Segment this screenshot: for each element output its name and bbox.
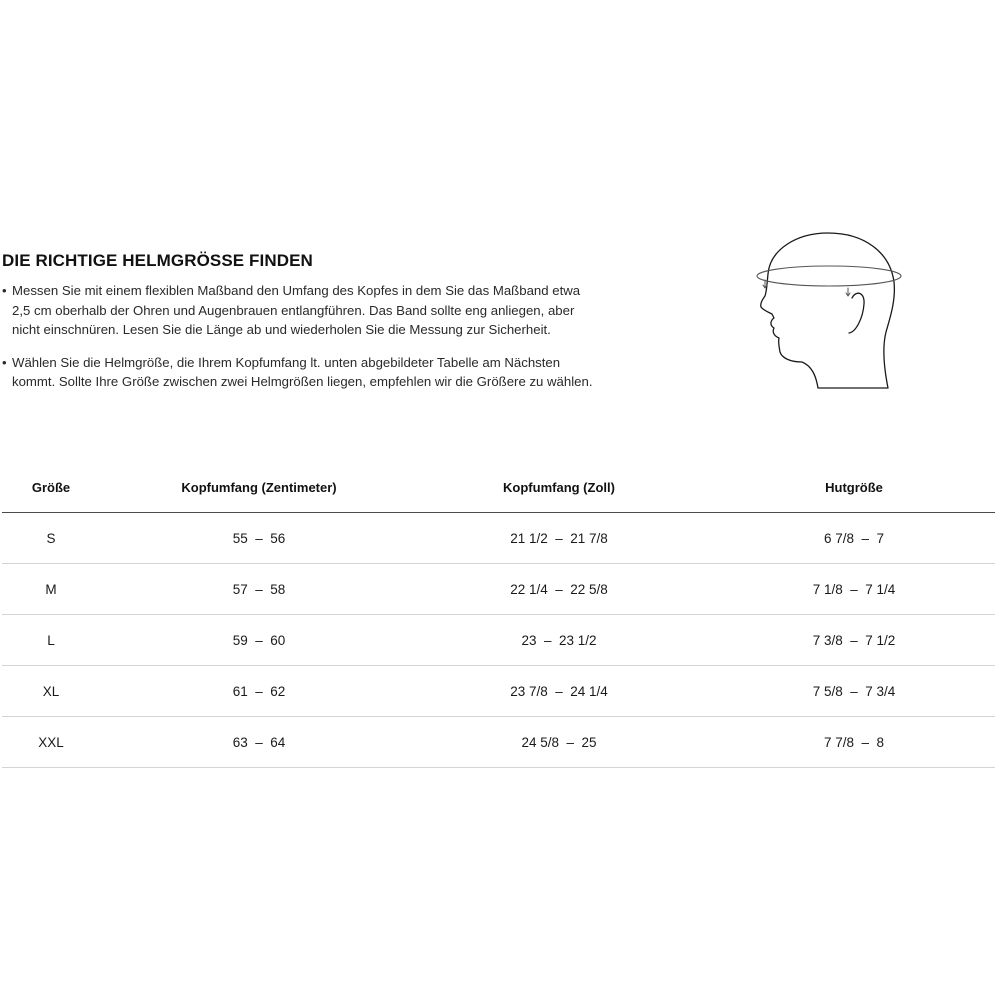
cm-cell: 63 – 64 [232,734,286,750]
tape-ear-arrow [846,288,850,296]
head-outline [761,233,895,388]
inch-cell: 23 7/8 – 24 1/4 [510,683,608,699]
cm-cell: 59 – 60 [232,632,286,648]
hat-size-cell: 7 7/8 – 8 [823,734,885,750]
inch-cell: 24 5/8 – 25 [521,734,597,750]
instruction-choose-size [2,353,602,392]
bullet-marker: • [2,354,7,370]
tape-measure [757,266,901,286]
inch-cell: 23 – 23 1/2 [521,632,597,648]
table-row [2,564,995,615]
hat-size-cell: 6 7/8 – 7 [823,530,885,546]
header-circumference-cm: Kopfumfang (Zentimeter) [181,480,337,495]
head-measurement-icon [752,228,908,392]
size-cell: L [47,632,55,648]
table-row [2,615,995,666]
size-cell: S [46,530,56,546]
cm-cell: 61 – 62 [232,683,286,699]
table-row [2,666,995,717]
page-title: DIE RICHTIGE HELMGRÖSSE FINDEN [2,251,313,271]
size-cell: M [45,581,57,597]
cm-cell: 57 – 58 [232,581,286,597]
instruction-measure [2,281,602,340]
header-hat-size: Hutgröße [825,480,883,495]
instruction-text: Messen Sie mit einem flexiblen Maßband den Umfang des Kopfes in dem Sie das Maßband etwa 2,5 cm oberhalb der Ohren und Augenbrauen entlangführen. Das Band sollte eng anliegen, aber nicht einschnüren. Lesen Sie die Länge ab und wiederholen Sie die Messung zur Sicherheit. [12,283,581,337]
inch-cell: 22 1/4 – 22 5/8 [510,581,608,597]
bullet-marker: • [2,283,7,298]
cm-cell: 55 – 56 [232,530,286,546]
size-cell: XXL [38,734,64,750]
size-cell: XL [42,683,60,699]
size-table [2,469,995,768]
table-row [2,513,995,564]
hat-size-cell: 7 1/8 – 7 1/4 [812,581,896,597]
header-size: Größe [31,480,71,495]
table-row [2,717,995,768]
table-header [2,469,995,513]
inch-cell: 21 1/2 – 21 7/8 [510,530,608,546]
ear-outline [849,293,864,333]
instruction-text: Wählen Sie die Helmgröße, die Ihrem Kopfumfang lt. unten abgebildeter Tabelle am Nächsten kommt. Sollte Ihre Größe zwischen zwei Helmgrößen liegen, empfehlen wir die Größere zu wählen. [12,354,593,389]
header-circumference-inch: Kopfumfang (Zoll) [503,480,615,495]
instructions-list [2,281,602,405]
hat-size-cell: 7 5/8 – 7 3/4 [812,683,896,699]
hat-size-cell: 7 3/8 – 7 1/2 [812,632,896,648]
